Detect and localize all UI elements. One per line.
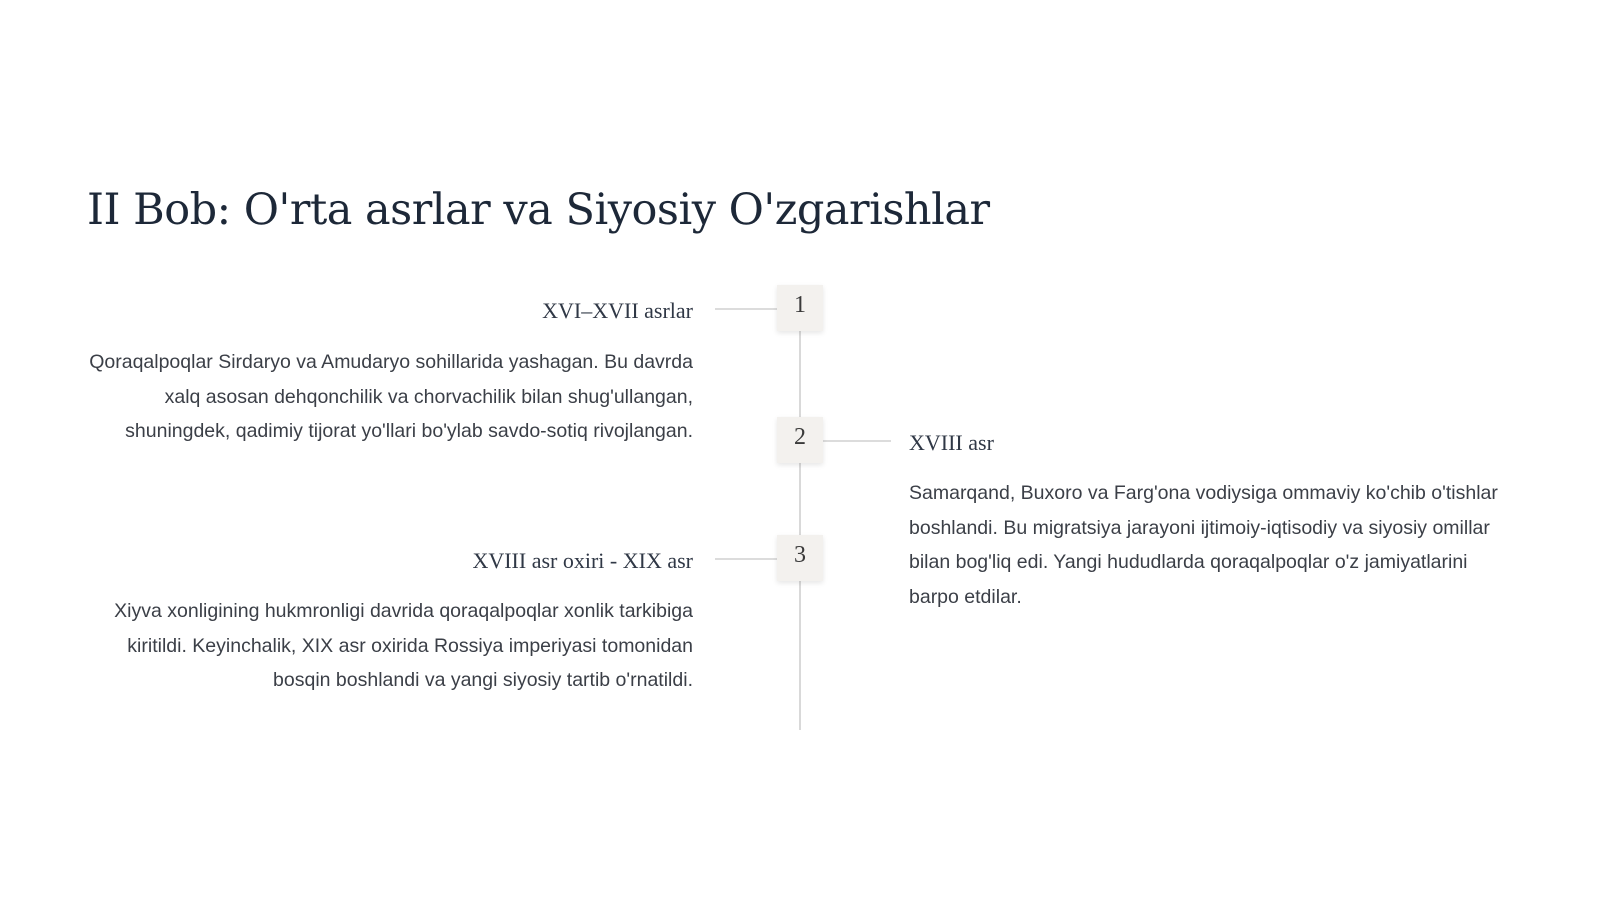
event-2-heading: XVIII asr bbox=[909, 430, 994, 455]
event-1-description: Qoraqalpoqlar Sirdaryo va Amudaryo sohillarida yashagan. Bu davrda xalq asosan dehqonchilik va chorvachilik bilan shug'ullangan, shuningdek, qadimiy tijorat yo'llari bo'ylab savdo-sotiq rivojlangan. bbox=[89, 351, 693, 443]
event-1-heading: XVI–XVII asrlar bbox=[542, 298, 693, 323]
event-2-description: Samarqand, Buxoro va Farg'ona vodiysiga ommaviy ko'chib o'tishlar boshlandi. Bu migratsiya jarayoni ijtimoiy-iqtisodiy va siyosiy omillar bilan bog'liq edi. Yangi hududlarda qoraqalpoqlar o'z jamiyatlarini barpo etdilar. bbox=[909, 482, 1498, 609]
timeline-line bbox=[799, 300, 801, 730]
timeline-marker-1: 1 bbox=[777, 285, 823, 331]
page-title: II Bob: O'rta asrlar va Siyosiy O'zgarishlar bbox=[87, 185, 990, 235]
timeline-marker-3: 3 bbox=[777, 535, 823, 581]
timeline-connector-1 bbox=[715, 308, 777, 310]
event-3-heading: XVIII asr oxiri - XIX asr bbox=[472, 548, 693, 573]
timeline-marker-2: 2 bbox=[777, 417, 823, 463]
timeline-connector-2 bbox=[823, 440, 891, 442]
timeline-connector-3 bbox=[715, 558, 777, 560]
event-3-description: Xiyva xonligining hukmronligi davrida qoraqalpoqlar xonlik tarkibiga kiritildi. Keyinchalik, XIX asr oxirida Rossiya imperiyasi tomonidan bosqin boshlandi va yangi siyosiy tartib o'rnatildi. bbox=[114, 600, 693, 692]
